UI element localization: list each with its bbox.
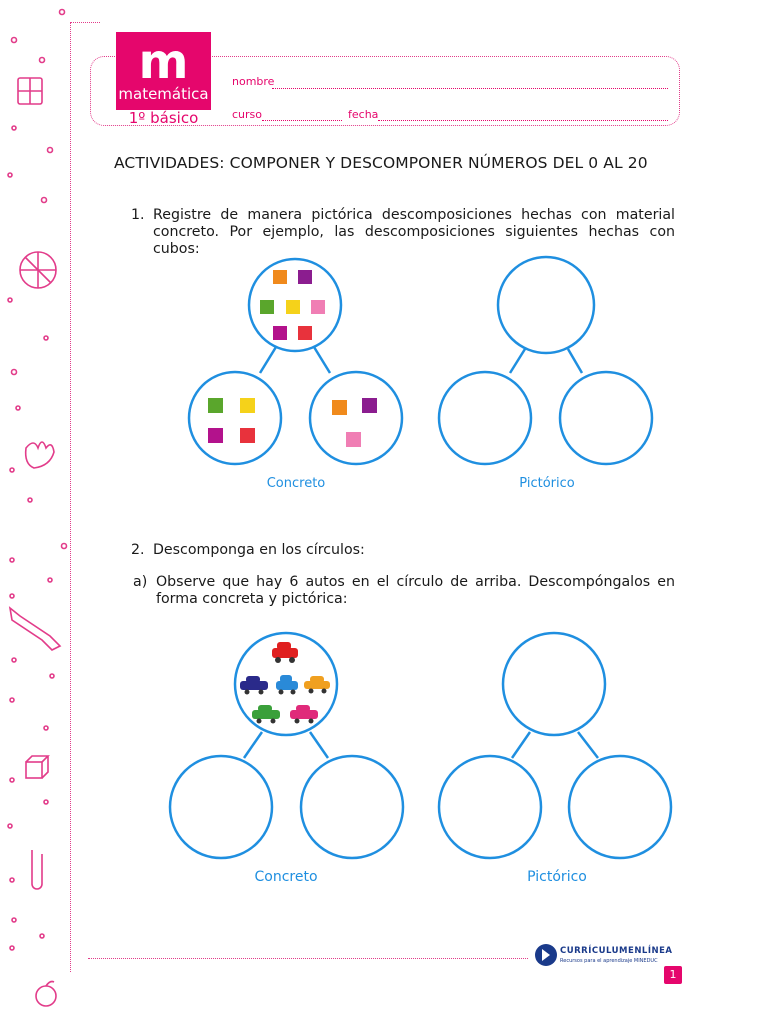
pictoric-left-circle bbox=[439, 372, 531, 464]
name-field-line[interactable] bbox=[272, 88, 668, 89]
activity-1-diagram bbox=[180, 250, 680, 500]
cube-group-right bbox=[332, 398, 377, 447]
activity-2-caption-pictoric: Pictórico bbox=[527, 869, 587, 885]
cars-right-circle bbox=[301, 756, 403, 858]
cube-group-top bbox=[260, 270, 325, 340]
date-field-label: fecha bbox=[348, 108, 379, 121]
cube-group-left bbox=[208, 398, 255, 443]
footer-brand: CURRÍCULUMENLÍNEA bbox=[560, 946, 673, 956]
name-field-label: nombre bbox=[232, 75, 275, 88]
pictoric-top-circle bbox=[498, 257, 594, 353]
activity-1-caption-pictoric: Pictórico bbox=[519, 476, 575, 491]
page-number: 1 bbox=[664, 966, 682, 984]
car-icons bbox=[240, 642, 330, 724]
activity-1-text: Registre de manera pictórica descomposiciones hechas con material concreto. Por ejemplo, las descomposiciones siguientes hechas con cubos: bbox=[153, 207, 675, 257]
pictoric-2-top-circle bbox=[503, 633, 605, 735]
logo-text: matemática bbox=[118, 85, 209, 103]
pictoric-right-circle bbox=[560, 372, 652, 464]
course-field-label: curso bbox=[232, 108, 263, 121]
cars-left-circle bbox=[170, 756, 272, 858]
concrete-left-circle bbox=[189, 372, 281, 464]
activity-1-caption-concrete: Concreto bbox=[266, 476, 326, 491]
page-frame-left bbox=[70, 22, 71, 972]
date-field-line[interactable] bbox=[378, 120, 668, 121]
activity-2-text: Descomponga en los círculos: bbox=[153, 542, 365, 558]
concrete-right-circle bbox=[310, 372, 402, 464]
activity-2a-letter: a) bbox=[133, 574, 148, 590]
pictoric-2-right-circle bbox=[569, 756, 671, 858]
footer-brand-sub: Recursos para el aprendizaje MINEDUC bbox=[560, 958, 658, 964]
footer-divider bbox=[88, 958, 528, 959]
grade-label: 1º básico bbox=[128, 109, 199, 127]
pictoric-2-left-circle bbox=[439, 756, 541, 858]
activity-2-number: 2. bbox=[131, 542, 145, 558]
page-frame-top bbox=[70, 22, 100, 23]
curriculum-logo-icon bbox=[534, 942, 558, 968]
page-title: ACTIVIDADES: COMPONER Y DESCOMPONER NÚMEROS DEL 0 AL 20 bbox=[114, 154, 648, 172]
activity-1-number: 1. bbox=[131, 207, 145, 223]
activity-2a-text: Observe que hay 6 autos en el círculo de arriba. Descompóngalos en forma concreta y pictórica: bbox=[156, 574, 675, 607]
activity-2-caption-concrete: Concreto bbox=[254, 869, 318, 885]
decorative-sidebar bbox=[0, 0, 70, 1024]
activity-2-diagram bbox=[160, 630, 680, 870]
logo-letter: m bbox=[138, 34, 189, 90]
logo bbox=[116, 32, 211, 110]
course-field-line[interactable] bbox=[262, 120, 342, 121]
